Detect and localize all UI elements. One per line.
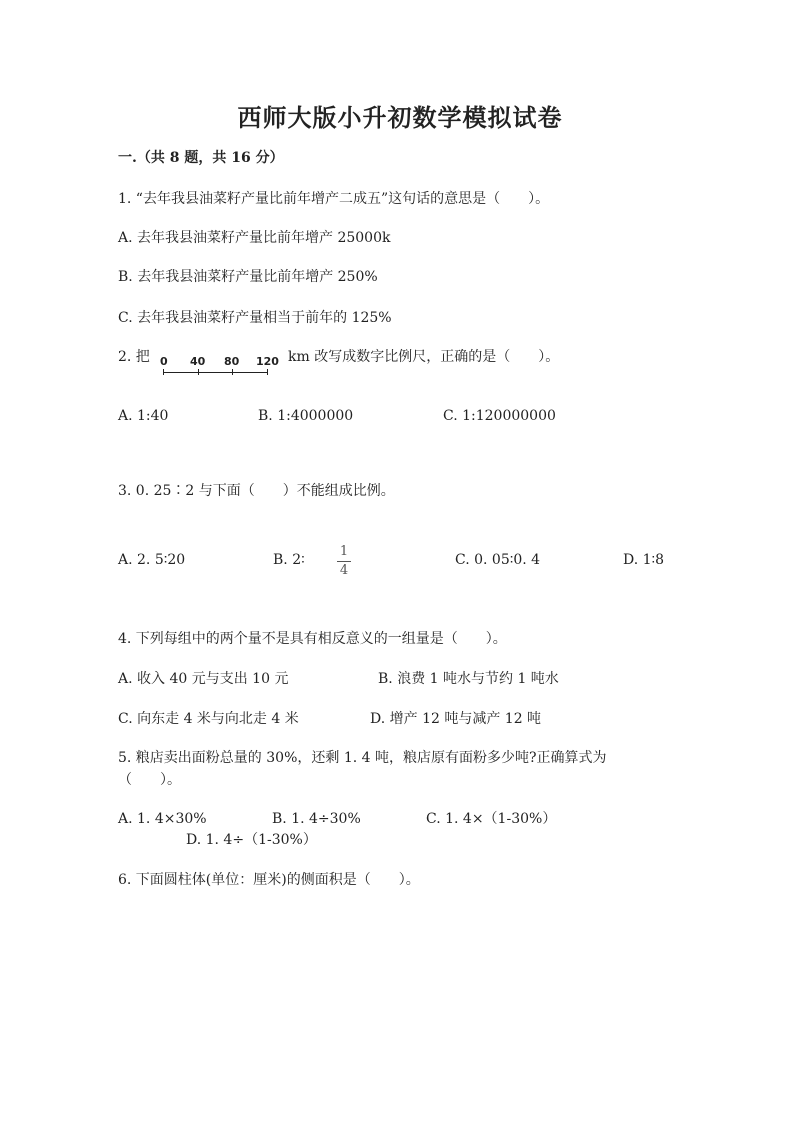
question-4-option-d: D. 增产 12 吨与减产 12 吨	[370, 711, 542, 727]
question-3-option-c: C. 0. 05∶0. 4	[455, 552, 541, 568]
scale-label: 120	[256, 355, 279, 368]
question-4-option-b: B. 浪费 1 吨水与节约 1 吨水	[378, 671, 559, 687]
scale-tick	[198, 369, 199, 375]
fraction-one-quarter	[336, 544, 352, 579]
section-heading: 一.（共 8 题，共 16 分）	[118, 150, 284, 166]
question-4-option-a: A. 收入 40 元与支出 10 元	[118, 671, 289, 687]
scale-axis	[163, 372, 267, 373]
question-1-option-b: B. 去年我县油菜籽产量比前年增产 250%	[118, 269, 378, 285]
question-5-option-a: A. 1. 4×30%	[118, 811, 207, 827]
question-5-text-line-2: （ ）。	[118, 772, 181, 788]
question-6-text: 6. 下面圆柱体(单位：厘米)的侧面积是（ ）。	[118, 872, 420, 888]
question-2-option-b: B. 1:4000000	[258, 408, 354, 424]
fraction-numerator: 1	[339, 544, 349, 559]
question-2-option-a: A. 1:40	[118, 408, 169, 424]
question-3-option-d: D. 1∶8	[623, 552, 665, 568]
fraction-denominator: 4	[339, 563, 349, 578]
question-1-text: 1. “去年我县油菜籽产量比前年增产二成五”这句话的意思是（ ）。	[118, 191, 550, 207]
question-2-option-c: C. 1:120000000	[443, 408, 556, 424]
question-5-option-b: B. 1. 4÷30%	[272, 811, 361, 827]
scale-label: 80	[224, 355, 240, 368]
question-5-option-d: D. 1. 4÷（1-30%）	[186, 832, 317, 848]
question-4-text: 4. 下列每组中的两个量不是具有相反意义的一组量是（ ）。	[118, 631, 507, 647]
scale-label: 40	[190, 355, 206, 368]
question-3-option-b: B. 2∶	[273, 552, 305, 568]
scale-tick	[163, 369, 164, 375]
question-2-suffix: km 改写成数字比例尺，正确的是（ ）。	[288, 349, 560, 365]
scale-label: 0	[160, 355, 168, 368]
question-4-option-c: C. 向东走 4 米与向北走 4 米	[118, 711, 299, 727]
question-5-text-line-1: 5. 粮店卖出面粉总量的 30%，还剩 1. 4 吨，粮店原有面粉多少吨?正确算式为	[118, 750, 607, 766]
scale-bar-diagram	[157, 355, 283, 381]
question-2-prefix: 2. 把	[118, 349, 150, 365]
fraction-bar	[337, 561, 351, 562]
scale-tick	[232, 369, 233, 375]
question-3-option-a: A. 2. 5∶20	[118, 552, 186, 568]
question-3-text: 3. 0. 25∶2 与下面（ ）不能组成比例。	[118, 483, 395, 499]
question-1-option-a: A. 去年我县油菜籽产量比前年增产 25000k	[118, 230, 391, 246]
question-1-option-c: C. 去年我县油菜籽产量相当于前年的 125%	[118, 310, 392, 326]
page-title: 西师大版小升初数学模拟试卷	[237, 103, 563, 132]
question-5-option-c: C. 1. 4×（1-30%）	[426, 811, 557, 827]
scale-tick	[267, 369, 268, 375]
